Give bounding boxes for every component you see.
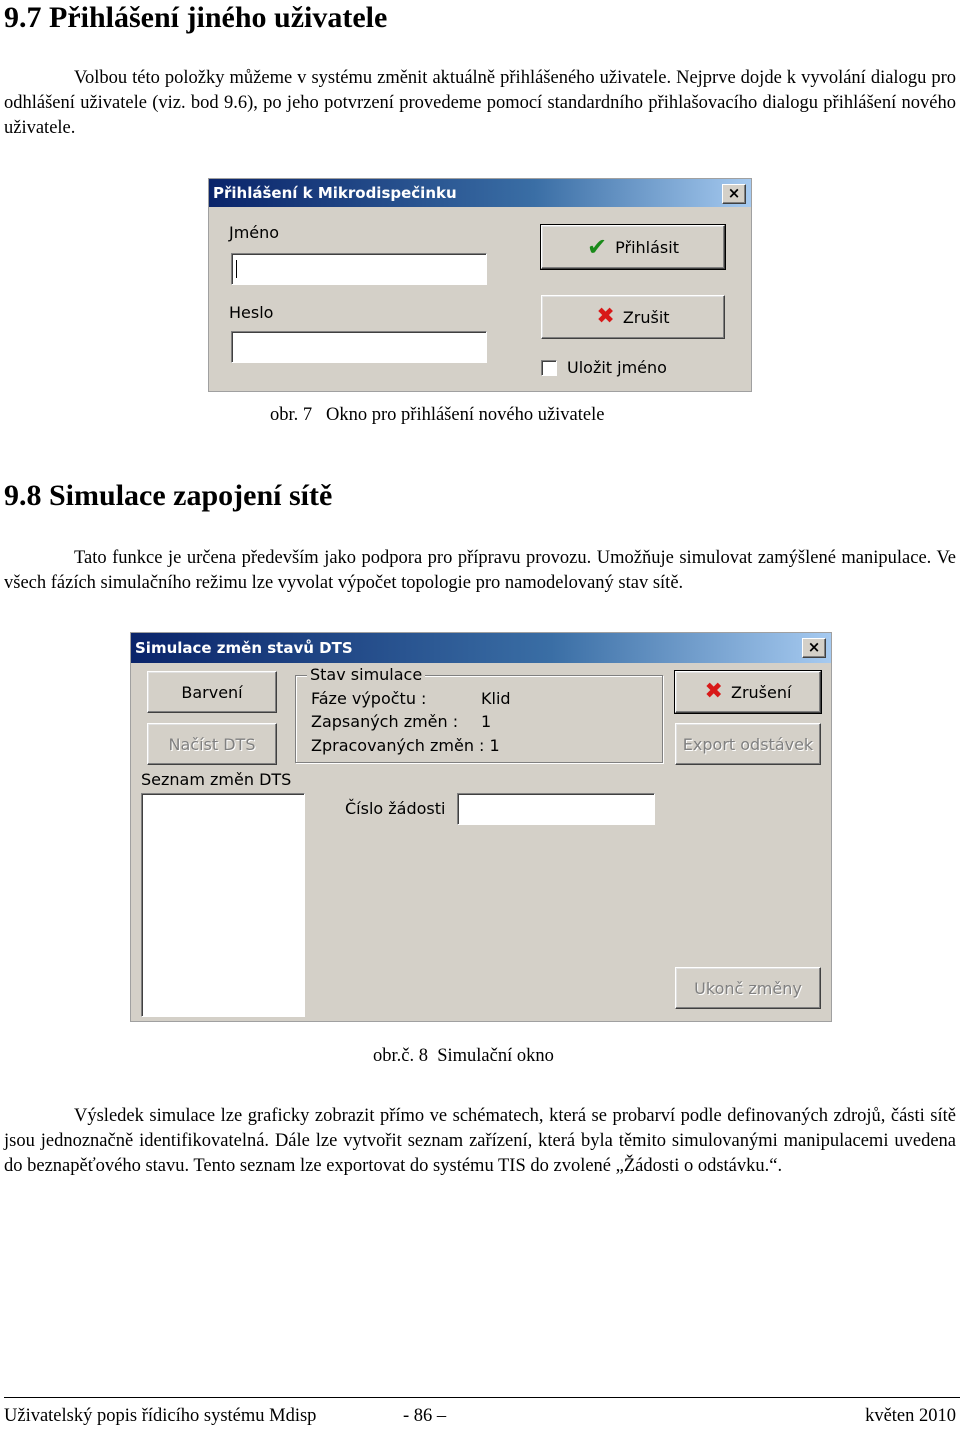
name-label: Jméno: [229, 223, 280, 242]
footer-left: Uživatelský popis řídicího systému Mdisp: [4, 1406, 317, 1426]
simulation-close-button[interactable]: ×: [802, 638, 826, 658]
request-number-input[interactable]: [457, 793, 655, 825]
load-dts-button-label: Načíst DTS: [168, 734, 256, 754]
login-close-button[interactable]: ×: [722, 184, 746, 204]
changes-list[interactable]: [141, 793, 305, 1017]
load-dts-button[interactable]: [147, 723, 277, 765]
simulation-dialog-title: Simulace změn stavů DTS: [135, 639, 353, 657]
section-9-7-paragraph: Volbou této položky můžeme v systému změnit aktuálně přihlášeného uživatele. Nejprve dojde k vyvolání dialogu pro odhlášení uživatele (viz. bod 9.6), po jeho potvrzení provedeme pomocí standardního přihlašovacího dialogu přihlášení nového uživatele.: [4, 68, 956, 138]
recorded-changes-label: Zapsaných změn :: [311, 712, 459, 731]
section-heading-9-8: 9.8 Simulace zapojení sítě: [4, 479, 333, 512]
footer-date: květen 2010: [865, 1406, 956, 1426]
finish-changes-button[interactable]: [675, 967, 821, 1009]
name-input[interactable]: [231, 253, 487, 285]
text-cursor: [236, 260, 237, 278]
login-dialog-title: Přihlášení k Mikrodispečinku: [213, 184, 457, 202]
checkmark-icon: ✔: [587, 233, 608, 261]
changes-list-label: Seznam změn DTS: [141, 770, 292, 789]
simulation-dialog-titlebar: [131, 633, 831, 663]
status-group-title: Stav simulace: [307, 665, 425, 684]
section-9-8-paragraph: Tato funkce je určena především jako podpora pro přípravu provozu. Umožňuje simulovat zamýšlené manipulace. Ve všech fázích simulačního režimu lze vyvolat výpočet topologie pro namodelovaný stav sítě.: [4, 548, 956, 593]
cancel-button-label: Zrušit: [622, 307, 670, 327]
footer-divider: [4, 1397, 960, 1398]
cross-icon: ✖: [596, 304, 615, 329]
cancel-button[interactable]: [541, 295, 725, 339]
save-name-checkbox[interactable]: [541, 360, 557, 376]
save-name-label: Uložit jméno: [567, 358, 667, 377]
figure-caption-8: obr.č. 8 Simulační okno: [373, 1046, 554, 1066]
login-dialog: [208, 178, 752, 392]
cross-icon: ✖: [704, 679, 723, 704]
coloring-button[interactable]: [147, 671, 277, 713]
recorded-changes-value: 1: [481, 712, 492, 731]
zruseni-button-label: Zrušení: [730, 682, 792, 702]
coloring-button-label: Barvení: [181, 682, 243, 702]
login-dialog-titlebar: [209, 179, 751, 207]
login-button-label: Přihlásit: [615, 237, 679, 257]
figure-caption-7: obr. 7 Okno pro přihlášení nového uživatele: [270, 405, 605, 425]
export-button-label: Export odstávek: [682, 734, 814, 754]
phase-label: Fáze výpočtu :: [311, 689, 427, 708]
export-outages-button[interactable]: [675, 723, 821, 765]
password-label: Heslo: [229, 303, 274, 322]
login-button[interactable]: [541, 225, 725, 269]
processed-changes-label: Zpracovaných změn : 1: [311, 736, 500, 755]
password-input[interactable]: [231, 331, 487, 363]
phase-value: Klid: [481, 689, 511, 708]
zruseni-button[interactable]: [675, 671, 821, 713]
result-paragraph: Výsledek simulace lze graficky zobrazit přímo ve schématech, která se probarví podle definovaných zdrojů, části sítě jsou jednoznačně identifikovatelná. Dále lze vytvořit seznam zařízení, která byla těmito simulovanými manipulacemi uvedena do beznapěťového stavu. Tento seznam lze exportovat do systému TIS do zvolené „Žádosti o odstávku.“.: [4, 1106, 956, 1176]
section-heading-9-7: 9.7 Přihlášení jiného uživatele: [4, 1, 388, 34]
request-number-label: Číslo žádosti: [345, 799, 446, 818]
footer-page-number: - 86 –: [403, 1406, 447, 1426]
finish-changes-button-label: Ukonč změny: [694, 978, 802, 998]
simulation-dialog: [130, 632, 832, 1022]
